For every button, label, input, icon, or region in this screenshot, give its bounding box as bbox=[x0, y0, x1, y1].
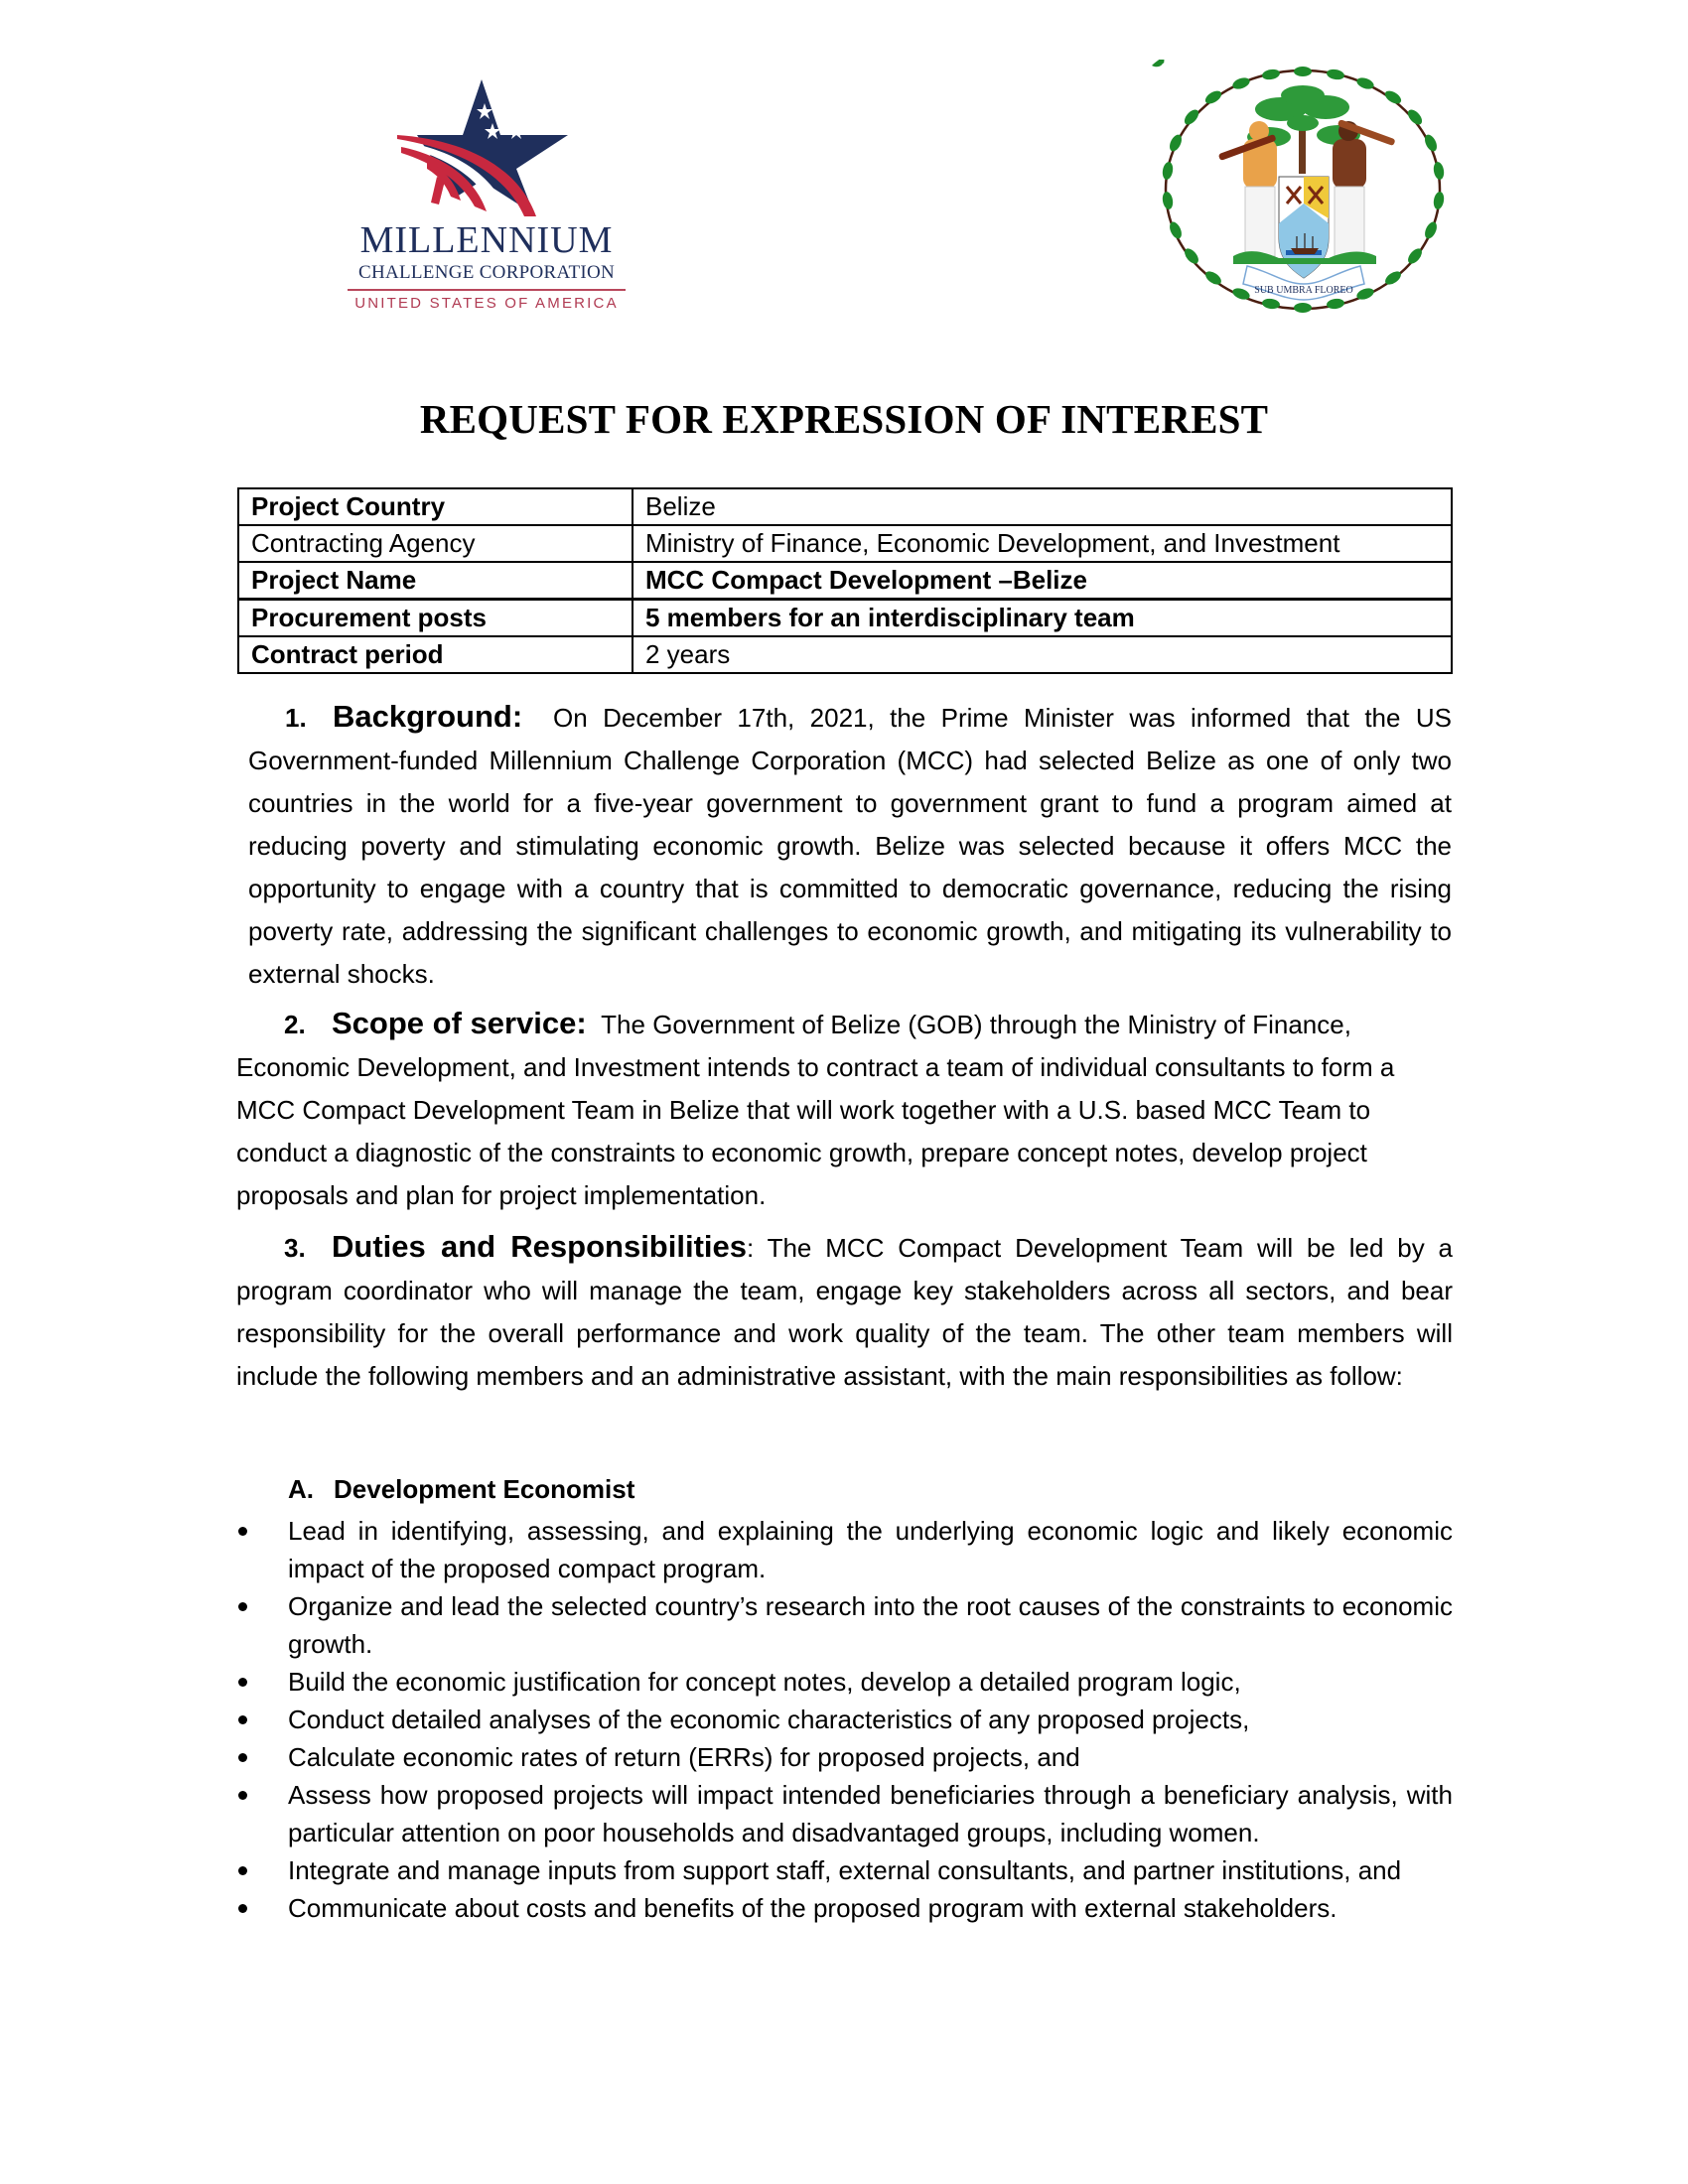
bullet-icon bbox=[238, 1753, 247, 1762]
section-duties bbox=[236, 1225, 1453, 1398]
belize-coat-of-arms bbox=[1152, 60, 1455, 320]
section-number: 1. bbox=[285, 703, 307, 733]
bullet-icon bbox=[238, 1527, 247, 1536]
list-item: Communicate about costs and benefits of the proposed program with external stakeholders. bbox=[236, 1889, 1453, 1927]
bullet-icon bbox=[238, 1678, 247, 1687]
mcc-name-line: MILLENNIUM bbox=[359, 219, 614, 261]
row-value-project-name: MCC Compact Development –Belize bbox=[633, 562, 1452, 600]
table-row bbox=[238, 562, 1452, 600]
section-heading: Background: bbox=[333, 699, 523, 734]
bullet-icon bbox=[238, 1904, 247, 1913]
list-item: Conduct detailed analyses of the economic characteristics of any proposed projects, bbox=[236, 1701, 1453, 1738]
list-item: Assess how proposed projects will impact intended beneficiaries through a beneficiary analysis, with particular attention on poor households and disadvantaged groups, including women. bbox=[236, 1776, 1453, 1851]
list-item: Calculate economic rates of return (ERRs) for proposed projects, and bbox=[236, 1738, 1453, 1776]
mcc-divider bbox=[348, 289, 626, 291]
row-label-contracting-agency: Contracting Agency bbox=[238, 525, 633, 562]
row-label-procurement-posts: Procurement posts bbox=[238, 600, 633, 637]
section-background bbox=[248, 695, 1452, 996]
row-value-procurement-posts: 5 members for an interdisciplinary team bbox=[633, 600, 1452, 637]
row-label-contract-period: Contract period bbox=[238, 636, 633, 673]
section-text: The Government of Belize (GOB) through the Ministry of Finance, Economic Development, and Investment intends to contract a team of individual consultants to form a MCC Compact Development Team in Belize that will work together with a U.S. based MCC Team to conduct a diagnostic of the constraints to economic growth, prepare concept notes, develop project proposals and plan for project implementation. bbox=[236, 1010, 1395, 1210]
section-number: 2. bbox=[284, 1010, 306, 1039]
belize-emblem-icon bbox=[1152, 60, 1455, 320]
mcc-sub-line: CHALLENGE CORPORATION bbox=[357, 262, 616, 283]
row-value-project-country: Belize bbox=[633, 488, 1452, 525]
bullet-icon bbox=[238, 1602, 247, 1611]
table-row bbox=[238, 600, 1452, 637]
section-heading: Scope of service: bbox=[332, 1006, 587, 1040]
emblem-motto: SUB UMBRA FLOREO bbox=[1254, 285, 1353, 296]
list-item: Lead in identifying, assessing, and explaining the underlying economic logic and likely economic impact of the proposed compact program. bbox=[236, 1512, 1453, 1587]
project-info-table bbox=[237, 487, 1453, 674]
row-value-contract-period: 2 years bbox=[633, 636, 1452, 673]
table-row bbox=[238, 636, 1452, 673]
responsibilities-list bbox=[236, 1512, 1453, 1927]
section-text: On December 17th, 2021, the Prime Minister was informed that the US Government-funded Millennium Challenge Corporation (MCC) had selected Belize as one of only two countries in the world for a five-year government to government grant to fund a program aimed at reducing poverty and stimulating economic growth. Belize was selected because it offers MCC the opportunity to engage with a country that is committed to democratic governance, reducing the rising poverty rate, addressing the significant challenges to economic growth, and mitigating its vulnerability to external shocks. bbox=[248, 703, 1452, 989]
subsection-letter: A. bbox=[288, 1474, 314, 1504]
list-item: Build the economic justification for concept notes, develop a detailed program logic, bbox=[236, 1663, 1453, 1701]
table-row bbox=[238, 525, 1452, 562]
mcc-logo bbox=[338, 69, 635, 318]
section-scope-of-service bbox=[236, 1002, 1453, 1217]
bullet-icon bbox=[238, 1715, 247, 1724]
bullet-icon bbox=[238, 1791, 247, 1800]
list-item: Integrate and manage inputs from support staff, external consultants, and partner institutions, and bbox=[236, 1851, 1453, 1889]
bullet-icon bbox=[238, 1866, 247, 1875]
table-row bbox=[238, 488, 1452, 525]
mcc-star-icon bbox=[397, 77, 576, 216]
row-label-project-name: Project Name bbox=[238, 562, 633, 600]
section-text: : The MCC Compact Development Team will be led by a program coordinator who will manage the team, engage key stakeholders across all sectors, and bear responsibility for the overall performance and work quality of the team. The other team members will include the following members and an administrative assistant, with the main responsibilities as follow: bbox=[236, 1233, 1453, 1391]
row-label-project-country: Project Country bbox=[238, 488, 633, 525]
subsection-heading bbox=[288, 1474, 634, 1505]
page-title: REQUEST FOR EXPRESSION OF INTEREST bbox=[419, 396, 1269, 442]
subsection-title: Development Economist bbox=[334, 1474, 635, 1504]
list-item: Organize and lead the selected country’s research into the root causes of the constraints to economic growth. bbox=[236, 1587, 1453, 1663]
section-number: 3. bbox=[284, 1233, 306, 1263]
mcc-country-line: UNITED STATES OF AMERICA bbox=[354, 295, 619, 312]
row-value-contracting-agency: Ministry of Finance, Economic Development, and Investment bbox=[633, 525, 1452, 562]
section-heading: Duties and Responsibilities bbox=[332, 1229, 747, 1264]
